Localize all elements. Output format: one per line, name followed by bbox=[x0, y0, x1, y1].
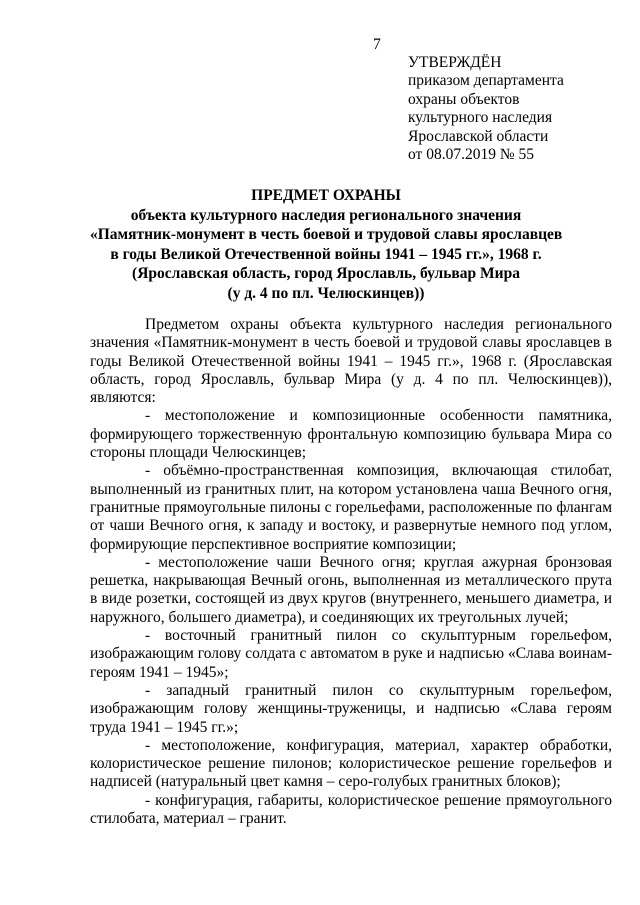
approval-line-approved: УТВЕРЖДЁН bbox=[408, 54, 502, 71]
list-item-west-pylon: - западный гранитный пилон со скульптурным горельефом, изображающим голову женщины-труженицы, и надписью «Слава героям труда 1941 – 1945 гг.»; bbox=[90, 681, 612, 736]
title-line-object-type: объекта культурного наследия регионального значения bbox=[130, 206, 522, 224]
approval-stamp bbox=[408, 54, 633, 164]
document-body bbox=[90, 316, 612, 828]
title-line-monument-name: «Памятник-монумент в честь боевой и трудовой славы ярославцев bbox=[90, 226, 563, 243]
page-number: 7 bbox=[373, 36, 381, 53]
list-item-east-pylon: - восточный гранитный пилон со скульптурным горельефом, изображающим голову солдата с автоматом в руке и надписью «Слава воинам-героям 1941 – 1945»; bbox=[90, 627, 612, 681]
approval-line-date-number: от 08.07.2019 № 55 bbox=[408, 146, 534, 164]
document-title bbox=[90, 186, 562, 303]
list-item-location-composition: - местоположение и композиционные особенности памятника, формирующего торжественную фронтальную композицию бульвара Мира со стороны площади Челюскинцев; bbox=[90, 407, 612, 462]
title-line-heading: ПРЕДМЕТ ОХРАНЫ bbox=[251, 187, 401, 204]
approval-line-heritage: культурного наследия bbox=[408, 109, 553, 127]
title-line-war-years: в годы Великой Отечественной войны 1941 – 1945 гг.», 1968 г. bbox=[110, 245, 542, 263]
approval-line-order: приказом департамента bbox=[408, 72, 564, 90]
approval-line-department: охраны объектов bbox=[408, 90, 520, 108]
body-intro-paragraph: Предметом охраны объекта культурного наследия регионального значения «Памятник-монумент в честь боевой и трудовой славы ярославцев в годы Великой Отечественной войны 1941 – 1945 гг.», 1968 г. (Ярославская область, город Ярославль, бульвар Мира (у д. 4 по пл. Челюскинцев)), являются: bbox=[90, 316, 612, 407]
list-item-spatial-composition: - объёмно-пространственная композиция, включающая стилобат, выполненный из гранитных плит, на котором установлена чаша Вечного огня, гранитные прямоугольные пилоны с горельефами, расположенные по флангам от чаши Вечного огня, к западу и востоку, и развернутые немного под углом, формирующие перспективное восприятие композиции; bbox=[90, 462, 612, 553]
title-line-address: (у д. 4 по пл. Челюскинцев)) bbox=[227, 284, 425, 302]
list-item-eternal-flame: - местоположение чаши Вечного огня; круглая ажурная бронзовая решетка, накрывающая Вечный огонь, выполненная из металлического прута в виде розетки, состоящей из двух кругов (внутреннего, меньшего диаметра, и наружного, большего диаметра), и соединяющих их треугольных лучей; bbox=[90, 553, 612, 626]
list-item-pylons-materials: - местоположение, конфигурация, материал, характер обработки, колористическое решение пилонов; колористическое решение горельефов и надписей (натуральный цвет камня – серо-голубых гранитных блоков); bbox=[90, 736, 612, 791]
list-item-stylobate: - конфигурация, габариты, колористическое решение прямоугольного стилобата, материал – гранит. bbox=[90, 791, 612, 828]
approval-line-region: Ярославской области bbox=[408, 127, 549, 145]
title-line-location: (Ярославская область, город Ярославль, бульвар Мира bbox=[132, 265, 520, 282]
